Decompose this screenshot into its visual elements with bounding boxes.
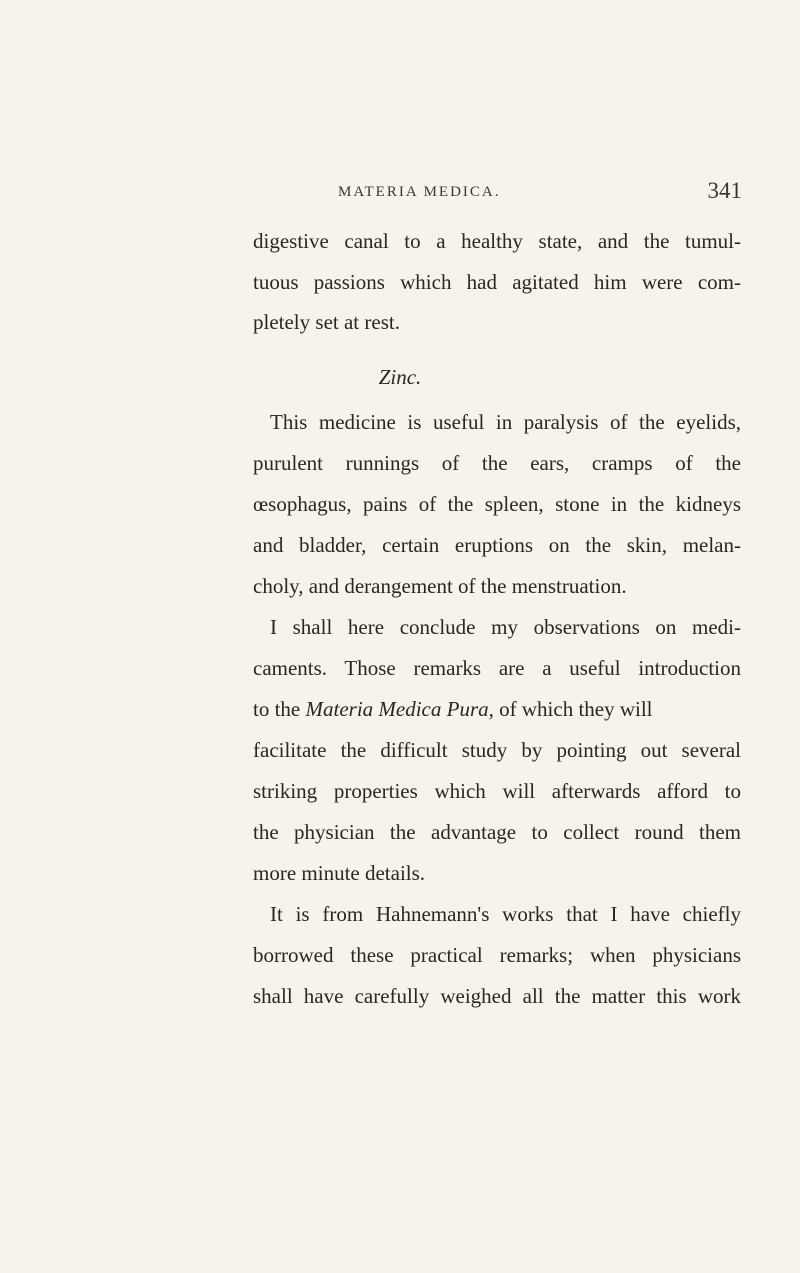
text-line: and bladder, certain eruptions on the skin, melan- — [253, 533, 741, 557]
book-title-italic: Materia Medica Pura, — [305, 697, 494, 721]
text-line: borrowed these practical remarks; when physicians — [253, 943, 741, 967]
text-span: of which they will — [499, 697, 653, 721]
text-line: tuous passions which had agitated him were com- — [253, 270, 741, 294]
text-line: It is from Hahnemann's works that I have chiefly — [270, 902, 741, 926]
running-head-title: MATERIA MEDICA. — [338, 184, 501, 200]
running-head — [338, 178, 742, 208]
text-line: œsophagus, pains of the spleen, stone in the kidneys — [253, 492, 741, 516]
text-line: choly, and derangement of the menstruation. — [253, 574, 627, 598]
text-line: striking properties which will afterwards afford to — [253, 779, 741, 803]
text-line: shall have carefully weighed all the matter this work — [253, 984, 741, 1008]
page-number: 341 — [707, 178, 742, 203]
text-line-mixed — [253, 694, 741, 724]
text-line: I shall here conclude my observations on medi- — [270, 615, 741, 639]
text-line: the physician the advantage to collect round them — [253, 820, 741, 844]
text-line: facilitate the difficult study by pointing out several — [253, 738, 741, 762]
text-line: digestive canal to a healthy state, and the tumul- — [253, 229, 741, 253]
text-line: more minute details. — [253, 861, 426, 885]
text-line: This medicine is useful in paralysis of the eyelids, — [270, 410, 741, 434]
text-line: pletely set at rest. — [253, 310, 400, 334]
section-heading: Zinc. — [378, 365, 422, 389]
text-line: purulent runnings of the ears, cramps of the — [253, 451, 741, 475]
text-line: caments. Those remarks are a useful introduction — [253, 656, 741, 680]
text-span: to the — [253, 697, 301, 721]
